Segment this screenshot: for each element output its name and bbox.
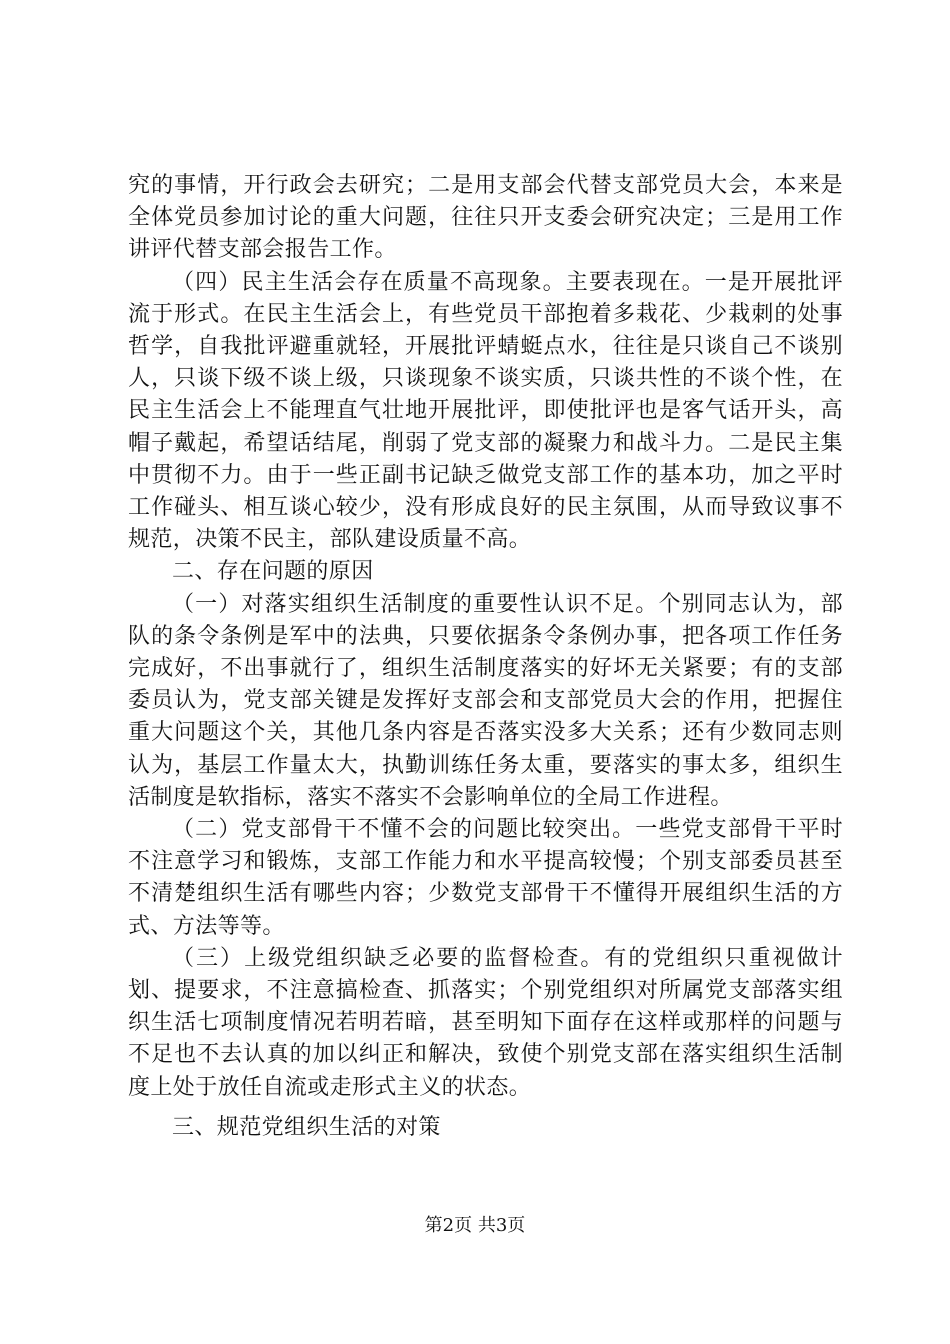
paragraph-cause-one: （一）对落实组织生活制度的重要性认识不足。个别同志认为，部队的条令条例是军中的法典，只要依据条令条例办事，把各项工作任务完成好，不出事就行了，组织生活制度落实的好坏无关紧要；有的支部委员认为，党支部关键是发挥好支部会和支部党员大会的作用，把握住重大问题这个关，其他几条内容是否落实没多大关系；还有少数同志则认为，基层工作量太大，执勤训练任务太重，要落实的事太多，组织生活制度是软指标，落实不落实不会影响单位的全局工作进程。 <box>128 591 843 810</box>
heading-countermeasures: 三、规范党组织生活的对策 <box>172 1114 441 1140</box>
page-footer <box>0 1215 950 1237</box>
heading-causes: 二、存在问题的原因 <box>172 559 374 585</box>
paragraph-cause-two: （二）党支部骨干不懂不会的问题比较突出。一些党支部骨干平时不注意学习和锻炼，支部工作能力和水平提高较慢；个别支部委员甚至不清楚组织生活有哪些内容；少数党支部骨干不懂得开展组织生活的方式、方法等等。 <box>128 817 843 939</box>
document-body <box>128 170 843 1144</box>
page-number-label: 第2页 共3页 <box>424 1215 526 1236</box>
paragraph-section-four: （四）民主生活会存在质量不高现象。主要表现在。一是开展批评流于形式。在民主生活会上，有些党员干部抱着多栽花、少栽刺的处事哲学，自我批评避重就轻，开展批评蜻蜓点水，往往是只谈自己不谈别人，只谈下级不谈上级，只谈现象不谈实质，只谈共性的不谈个性，在民主生活会上不能理直气壮地开展批评，即使批评也是客气话开头，高帽子戴起，希望话结尾，削弱了党支部的凝聚力和战斗力。二是民主集中贯彻不力。由于一些正副书记缺乏做党支部工作的基本功，加之平时工作碰头、相互谈心较少，没有形成良好的民主氛围，从而导致议事不规范，决策不民主，部队建设质量不高。 <box>128 269 843 553</box>
paragraph-continuation: 究的事情，开行政会去研究；二是用支部会代替支部党员大会，本来是全体党员参加讨论的重大问题，往往只开支委会研究决定；三是用工作讲评代替支部会报告工作。 <box>128 173 843 263</box>
paragraph-cause-three: （三）上级党组织缺乏必要的监督检查。有的党组织只重视做计划、提要求，不注意搞检查、抓落实；个别党组织对所属党支部落实组织生活七项制度情况若明若暗，甚至明知下面存在这样或那样的问题与不足也不去认真的加以纠正和解决，致使个别党支部在落实组织生活制度上处于放任自流或走形式主义的状态。 <box>128 945 843 1100</box>
